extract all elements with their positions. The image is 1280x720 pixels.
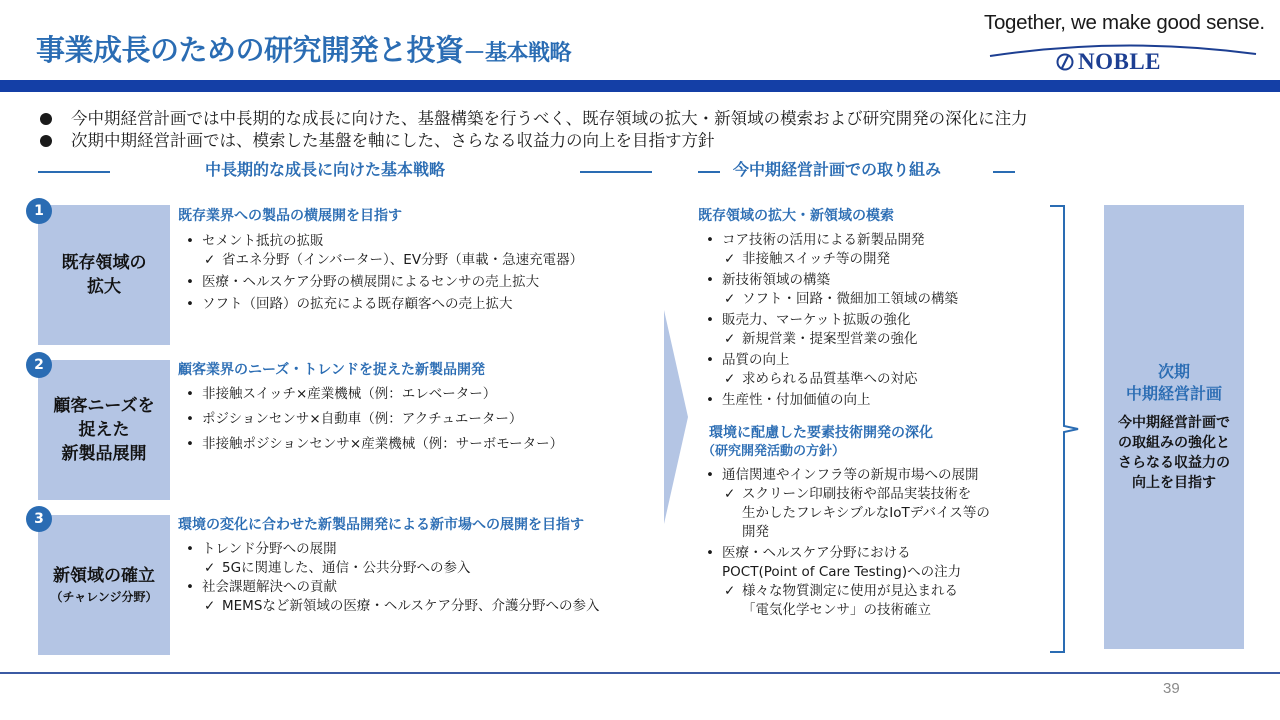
strategy-2-heading: 顧客業界のニーズ・トレンドを捉えた新製品開発 [178,362,485,378]
intro-bullet: 今中期経営計画では中長期的な成長に向けた、基盤構築を行うべく、既存領域の拡大・新領域の模索および研究開発の深化に注力 [40,108,1028,130]
list-item: • ポジションセンサ×自動車（例：アクチュエーター） [182,410,563,429]
list-item: • コア技術の活用による新製品開発 [702,231,958,250]
strategy-3-list [182,540,600,616]
list-item: • 新技術領域の構築 [702,271,958,290]
list-item: • トレンド分野への展開 [182,540,600,559]
list-item: • 医療・ヘルスケア分野の横展開によるセンサの売上拡大 [182,273,583,292]
check-item: ✓ 新規営業・提案型営業の強化 [702,330,958,349]
page-title-sub: －基本戦略 [463,41,572,66]
list-item: • 社会課題解決への貢献 [182,578,600,597]
strategy-number-badge: 3 [26,506,52,532]
middle-block-1-heading: 既存領域の拡大・新領域の模索 [698,208,894,224]
footer-divider [0,672,1280,674]
middle-block-2-heading: 環境に配慮した要素技術開発の深化 [709,425,933,441]
list-item: • 生産性・付加価値の向上 [702,391,958,410]
strategy-number-badge: 1 [26,198,52,224]
check-item-continued: 生かしたフレキシブルなIoTデバイス等の [742,505,990,521]
check-item: ✓ 非接触スイッチ等の開発 [702,250,958,269]
logo-text: NOBLE [1078,49,1162,74]
check-item: ✓ スクリーン印刷技術や部品実装技術を [702,485,990,504]
strategy-2-box: 顧客ニーズを 捉えた 新製品展開 [38,360,170,500]
list-item-continued: POCT(Point of Care Testing)への注力 [722,564,962,580]
list-item: • 医療・ヘルスケア分野における [702,544,990,563]
next-plan-body: 今中期経営計画で の取組みの強化と さらなる収益力の 向上を目指す [1118,415,1230,491]
check-item: ✓ MEMSなど新領域の医療・ヘルスケア分野、介護分野への参入 [182,597,600,616]
strategy-1-heading: 既存業界への製品の横展開を目指す [178,208,402,224]
strategy-2-list [182,385,563,454]
check-item: ✓ 求められる品質基準への対応 [702,370,958,389]
strategy-3-heading: 環境の変化に合わせた新製品開発による新市場への展開を目指す [178,517,584,533]
company-tagline: Together, we make good sense. [984,11,1265,34]
list-item: • ソフト（回路）の拡充による既存顧客への売上拡大 [182,295,583,314]
list-item: • セメント抵抗の拡販 [182,232,583,251]
flow-arrow-icon [664,310,688,524]
section-rule [580,171,652,173]
middle-block-2-list [702,466,990,620]
check-item-continued: 「電気化学センサ」の技術確立 [742,602,931,618]
middle-block-2-subheading: （研究開発活動の方針） [702,444,846,459]
check-item: ✓ 様々な物質測定に使用が見込まれる [702,582,990,601]
check-item: ✓ 省エネ分野（インバーター）、EV分野（車載・急速充電器） [182,251,583,270]
list-item: • 非接触ポジションセンサ×産業機械（例：サーボモーター） [182,435,563,454]
check-item: ✓ ソフト・回路・微細加工領域の構築 [702,290,958,309]
bracket-icon [1046,204,1082,654]
section-rule [38,171,110,173]
list-item: • 販売力、マーケット拡販の強化 [702,311,958,330]
list-item: • 通信関連やインフラ等の新規市場への展開 [702,466,990,485]
logo-mark-icon [1056,53,1074,71]
intro-bullets [40,108,1028,152]
middle-block-1-list [702,231,958,410]
bullet-dot-icon [40,135,52,147]
strategy-1-list [182,232,583,314]
intro-bullet: 次期中期経営計画では、模索した基盤を軸にした、さらなる収益力の向上を目指す方針 [40,130,1028,152]
middle-section-heading: 今中期経営計画での取り組み [733,160,942,179]
company-logo [1056,50,1161,73]
strategy-3-box: 新領域の確立 （チャレンジ分野） [38,515,170,655]
check-item: ✓ 5Gに関連した、通信・公共分野への参入 [182,559,600,578]
header-band [0,80,1280,92]
next-plan-box: 次期 中期経営計画 今中期経営計画で の取組みの強化と さらなる収益力の 向上を目指す [1104,205,1244,649]
list-item: • 非接触スイッチ×産業機械（例：エレベーター） [182,385,563,404]
section-rule [698,171,720,173]
list-item: • 品質の向上 [702,351,958,370]
page-title [36,28,571,69]
bullet-dot-icon [40,113,52,125]
page-number: 39 [1163,680,1180,697]
strategy-number-badge: 2 [26,352,52,378]
section-rule [993,171,1015,173]
page-title-main: 事業成長のための研究開発と投資 [36,33,464,67]
check-item-continued: 開発 [742,524,769,540]
strategy-1-box: 既存領域の 拡大 [38,205,170,345]
left-section-heading: 中長期的な成長に向けた基本戦略 [205,160,446,179]
